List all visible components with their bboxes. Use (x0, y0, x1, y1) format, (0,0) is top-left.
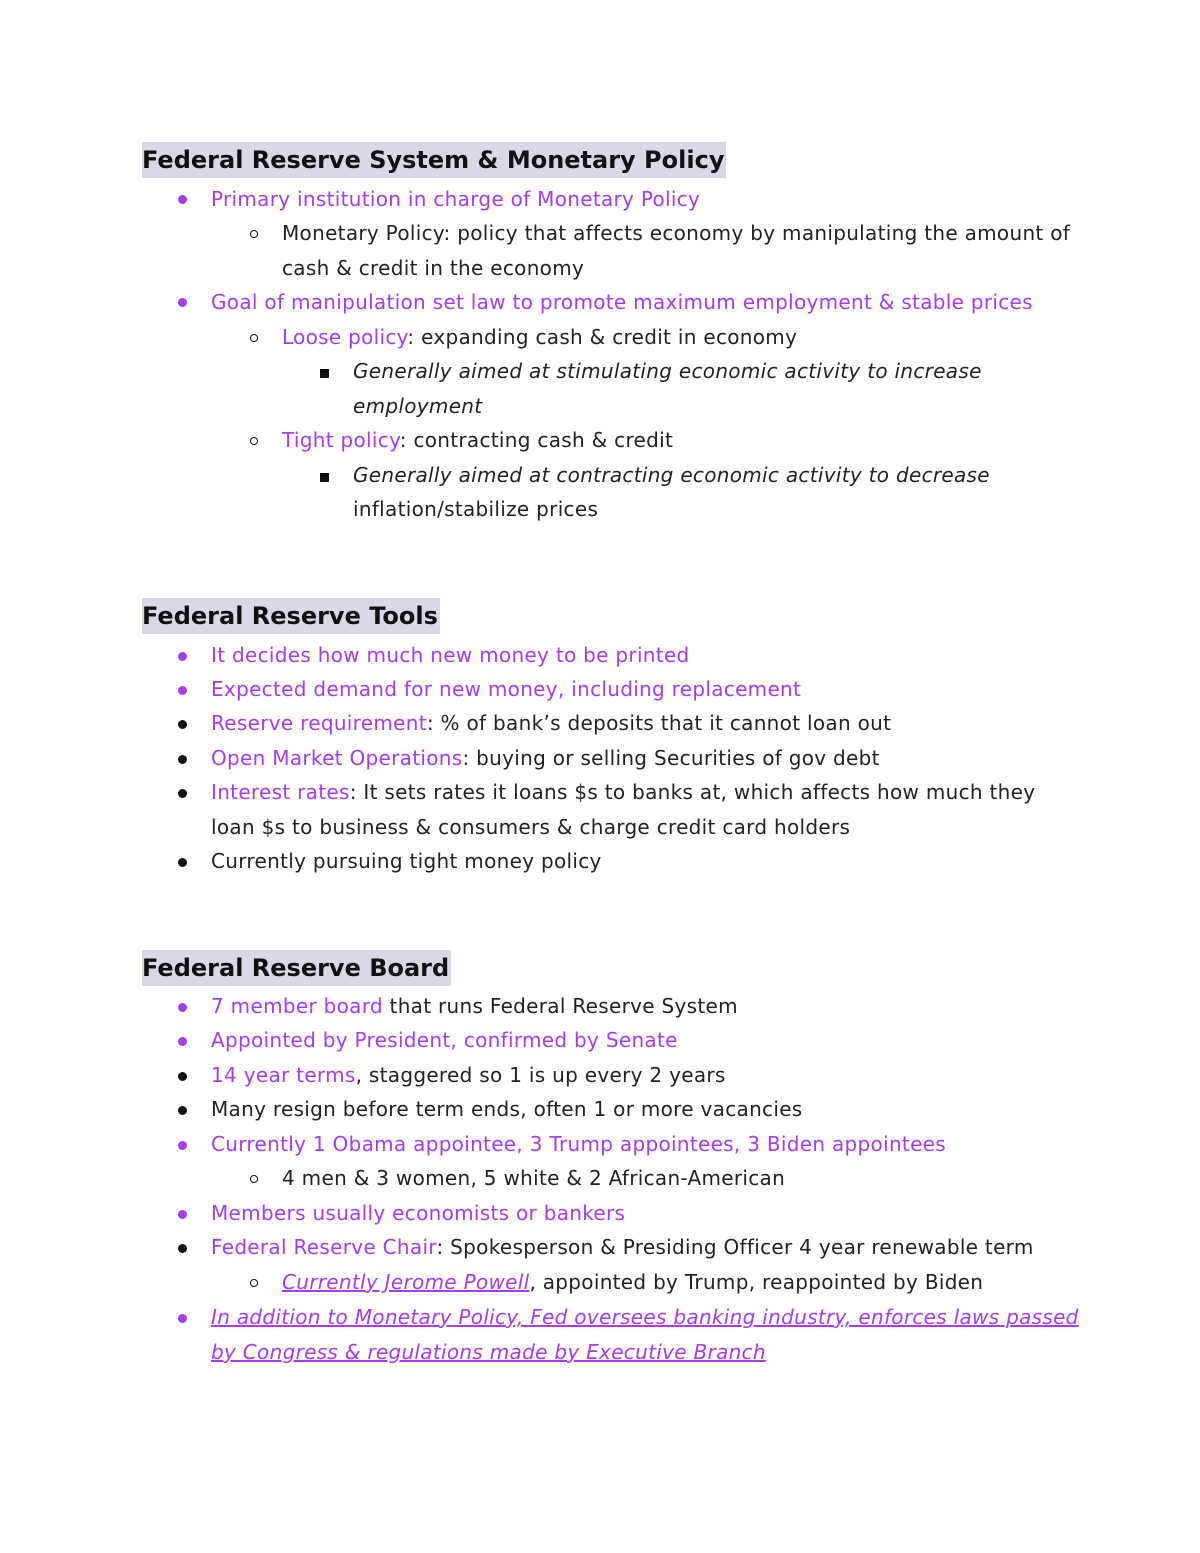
list-item: 4 men & 3 women, 5 white & 2 African-American (282, 1166, 786, 1190)
list-item-continued: cash & credit in the economy (282, 256, 585, 280)
circle-bullet-icon (250, 1175, 258, 1183)
bullet-icon (178, 720, 187, 729)
list-item: It decides how much new money to be printed (211, 643, 690, 667)
highlighted-name: Currently Jerome Powell (282, 1270, 530, 1294)
bullet-icon (178, 195, 187, 204)
term: 14 year terms (211, 1063, 356, 1087)
list-item (211, 711, 891, 735)
bullet-icon (178, 1106, 187, 1115)
term: Federal Reserve Chair (211, 1235, 437, 1259)
list-item (211, 994, 738, 1018)
section-heading-1 (142, 142, 726, 178)
list-item: Members usually economists or bankers (211, 1201, 626, 1225)
list-item: Expected demand for new money, including replacement (211, 677, 802, 701)
square-bullet-icon (320, 473, 329, 482)
list-item: Currently pursuing tight money policy (211, 849, 602, 873)
circle-bullet-icon (250, 437, 258, 445)
circle-bullet-icon (250, 334, 258, 342)
list-item (211, 1235, 1034, 1259)
list-item (211, 780, 1035, 804)
definition: , staggered so 1 is up every 2 years (355, 1063, 726, 1087)
term: Loose policy (282, 325, 408, 349)
bullet-icon (178, 1072, 187, 1081)
term: Reserve requirement (211, 711, 427, 735)
list-item: Primary institution in charge of Monetary Policy (211, 187, 701, 211)
list-item: In addition to Monetary Policy, Fed oversees banking industry, enforces laws passed (211, 1305, 1079, 1329)
bullet-icon (178, 1244, 187, 1253)
list-item (282, 325, 797, 349)
bullet-icon (178, 1037, 187, 1046)
term: 7 member board (211, 994, 383, 1018)
list-item (211, 746, 880, 770)
list-item: Generally aimed at contracting economic activity to decrease (353, 463, 990, 487)
list-item-continued: inflation/stabilize prices (353, 497, 599, 521)
bullet-icon (178, 755, 187, 764)
bullet-icon (178, 789, 187, 798)
list-item (282, 1270, 983, 1294)
definition: : It sets rates it loans $s to banks at, which affects how much they (349, 780, 1036, 804)
definition: : % of bank’s deposits that it cannot loan out (426, 711, 892, 735)
bullet-icon (178, 1141, 187, 1150)
list-item: Many resign before term ends, often 1 or more vacancies (211, 1097, 803, 1121)
definition: that runs Federal Reserve System (382, 994, 738, 1018)
bullet-icon (178, 1314, 187, 1323)
definition: : Spokesperson & Presiding Officer 4 year renewable term (436, 1235, 1034, 1259)
list-item (211, 1063, 726, 1087)
list-item-continued: employment (353, 394, 483, 418)
term: Open Market Operations (211, 746, 463, 770)
bullet-icon (178, 298, 187, 307)
section-title: Federal Reserve Board (142, 950, 451, 986)
bullet-icon (178, 858, 187, 867)
term: Interest rates (211, 780, 350, 804)
definition: , appointed by Trump, reappointed by Biden (529, 1270, 984, 1294)
bullet-icon (178, 652, 187, 661)
bullet-icon (178, 686, 187, 695)
section-heading-2 (142, 598, 440, 634)
circle-bullet-icon (250, 1279, 258, 1287)
list-item: Goal of manipulation set law to promote maximum employment & stable prices (211, 290, 1033, 314)
definition: : contracting cash & credit (399, 428, 674, 452)
section-title: Federal Reserve Tools (142, 598, 440, 634)
definition: : expanding cash & credit in economy (407, 325, 798, 349)
list-item: Currently 1 Obama appointee, 3 Trump appointees, 3 Biden appointees (211, 1132, 946, 1156)
list-item (282, 428, 673, 452)
term: Tight policy (282, 428, 400, 452)
list-item: Appointed by President, confirmed by Senate (211, 1028, 678, 1052)
list-item-continued: by Congress & regulations made by Executive Branch (211, 1340, 766, 1364)
list-item: Monetary Policy: policy that affects economy by manipulating the amount of (282, 221, 1071, 245)
square-bullet-icon (320, 369, 329, 378)
list-item-continued: loan $s to business & consumers & charge credit card holders (211, 815, 851, 839)
list-item: Generally aimed at stimulating economic activity to increase (353, 359, 982, 383)
bullet-icon (178, 1210, 187, 1219)
section-title: Federal Reserve System & Monetary Policy (142, 142, 726, 178)
bullet-icon (178, 1003, 187, 1012)
section-heading-3 (142, 950, 451, 986)
circle-bullet-icon (250, 230, 258, 238)
definition: : buying or selling Securities of gov debt (462, 746, 880, 770)
